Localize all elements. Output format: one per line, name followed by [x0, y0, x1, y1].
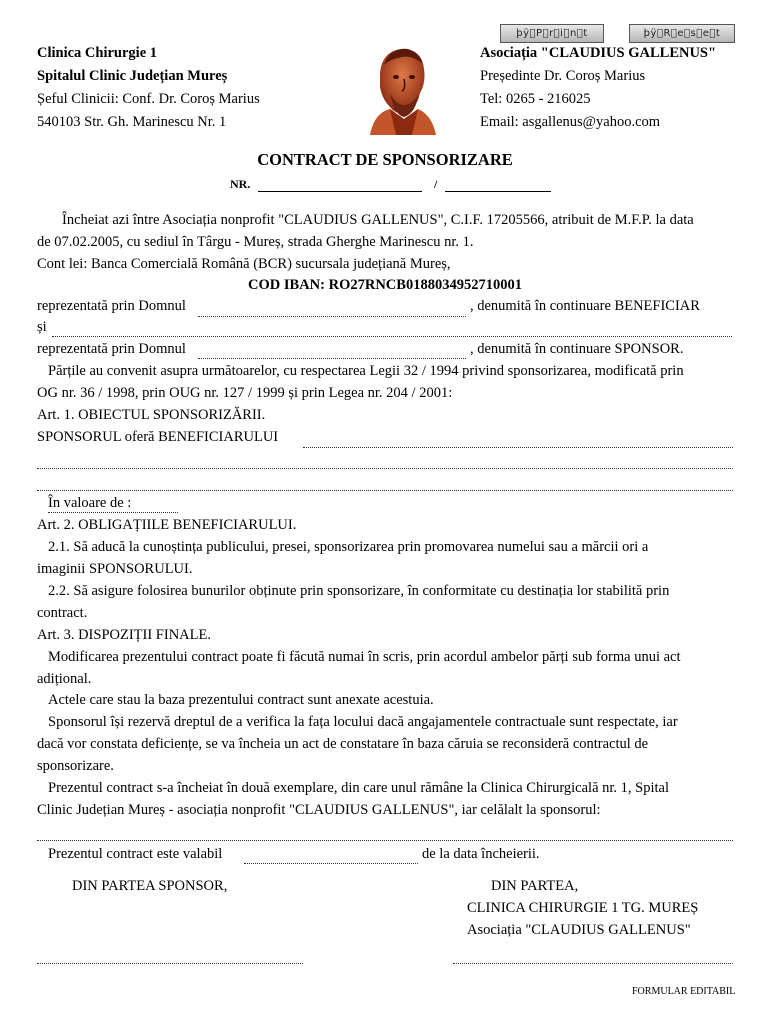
art3-p2: Actele care stau la baza prezentului contract sunt anexate acestuia. [48, 692, 434, 708]
art1-offer-field-3[interactable] [37, 490, 733, 491]
parties-line-2: OG nr. 36 / 1998, prin OUG nr. 127 / 1999 și prin Legea nr. 204 / 2001: [37, 385, 453, 401]
footer-label: FORMULAR EDITABIL [632, 986, 736, 997]
beneficiary-rep-field[interactable] [198, 316, 466, 317]
intro-line-2: de 07.02.2005, cu sediul în Târgu - Mureș, strada Gherghe Marinescu nr. 1. [37, 234, 474, 250]
art3-p3-line-1: Sponsorul își rezervă dreptul de a verifica la fața locului dacă angajamentele contractuale sunt respectate, iar [48, 714, 678, 730]
sponsor-rep-label: reprezentată prin Domnul [37, 341, 186, 357]
iban-code: COD IBAN: RO27RNCB0188034952710001 [248, 277, 522, 293]
sponsor-rep-field[interactable] [198, 358, 466, 359]
association-name: Asociația "CLAUDIUS GALLENUS" [480, 45, 717, 61]
art1-offer-field-2[interactable] [37, 468, 733, 469]
nr-separator: / [434, 177, 438, 191]
clinic-signature-field[interactable] [453, 963, 733, 964]
beneficiary-rep-label: reprezentată prin Domnul [37, 298, 186, 314]
art2-2-line-2: contract. [37, 605, 88, 621]
print-button[interactable]: þÿ P r i n t [500, 24, 604, 43]
validity-field[interactable] [244, 863, 418, 864]
art3-p1-line-2: adițional. [37, 671, 92, 687]
bank-account: Cont lei: Banca Comercială Română (BCR) sucursala județiană Mureș, [37, 256, 451, 272]
art1-offer-label: SPONSORUL oferă BENEFICIARULUI [37, 429, 279, 445]
art1-offer-field[interactable] [303, 447, 733, 448]
and-label: și [37, 319, 47, 335]
association-phone: Tel: 0265 - 216025 [480, 91, 591, 107]
sponsor-name-field[interactable] [37, 840, 733, 841]
art2-title: Art. 2. OBLIGAȚIILE BENEFICIARULUI. [37, 517, 297, 533]
parties-line-1: Părțile au convenit asupra următoarelor, cu respectarea Legii 32 / 1994 privind sponsorizarea, modificată prin [48, 363, 684, 379]
nr-label: NR. [230, 177, 251, 191]
art3-p4-line-1: Prezentul contract s-a încheiat în două exemplare, din care unul rămâne la Clinica Chirurgicală nr. 1, Spital [48, 780, 669, 796]
clinic-head: Șeful Clinicii: Conf. Dr. Coroș Marius [37, 91, 260, 107]
clinic-address: 540103 Str. Gh. Marinescu Nr. 1 [37, 114, 227, 130]
galen-portrait-icon [360, 43, 440, 135]
art3-p3-line-3: sponsorizare. [37, 758, 114, 774]
art3-p1-line-1: Modificarea prezentului contract poate fi făcută numai în scris, prin acordul ambelor părți sub forma unui act [48, 649, 681, 665]
clinic-signature-label-1: DIN PARTEA, [491, 878, 579, 894]
and-field[interactable] [52, 336, 732, 337]
clinic-signature-label-2: CLINICA CHIRURGIE 1 TG. MUREȘ [467, 900, 699, 916]
contract-number-field[interactable] [258, 191, 422, 192]
sponsor-signature-label: DIN PARTEA SPONSOR, [72, 878, 228, 894]
page-title: CONTRACT DE SPONSORIZARE [257, 150, 513, 169]
contract-date-field[interactable] [445, 191, 551, 192]
art2-2-line-1: 2.2. Să asigure folosirea bunurilor obținute prin sponsorizare, în conformitate cu destinația lor stabilită prin [48, 583, 670, 599]
association-president: Președinte Dr. Coroș Marius [480, 68, 646, 84]
reset-button[interactable]: þÿ R e s e t [629, 24, 735, 43]
validity-label: Prezentul contract este valabil [48, 846, 223, 862]
intro-line-1: Încheiat azi între Asociația nonprofit "CLAUDIUS GALLENUS", C.I.F. 17205566, atribuit de M.F.P. la data [62, 212, 694, 228]
clinic-signature-label-3: Asociația "CLAUDIUS GALLENUS" [467, 922, 691, 938]
value-field[interactable] [48, 512, 178, 513]
art2-1-line-2: imaginii SPONSORULUI. [37, 561, 193, 577]
art3-title: Art. 3. DISPOZIȚII FINALE. [37, 627, 211, 643]
association-email: Email: asgallenus@yahoo.com [480, 114, 661, 130]
art2-1-line-1: 2.1. Să aducă la cunoștința publicului, presei, sponsorizarea prin promovarea numelui sau a mărcii ori a [48, 539, 649, 555]
art3-p3-line-2: dacă vor constata deficiențe, se va încheia un act de constatare în baza căruia se reconsideră contractul de [37, 736, 649, 752]
sponsor-signature-field[interactable] [37, 963, 303, 964]
clinic-name: Clinica Chirurgie 1 [37, 45, 158, 61]
sponsor-rep-suffix: , denumită în continuare SPONSOR. [470, 341, 684, 357]
validity-suffix: de la data încheierii. [422, 846, 540, 862]
hospital-name: Spitalul Clinic Județian Mureș [37, 68, 228, 84]
art3-p4-line-2: Clinic Județian Mureș - asociația nonprofit "CLAUDIUS GALLENUS", iar celălalt la sponsorul: [37, 802, 601, 818]
art1-title: Art. 1. OBIECTUL SPONSORIZĂRII. [37, 407, 266, 423]
value-label: În valoare de : [48, 495, 132, 511]
beneficiary-rep-suffix: , denumită în continuare BENEFICIAR [470, 298, 700, 314]
